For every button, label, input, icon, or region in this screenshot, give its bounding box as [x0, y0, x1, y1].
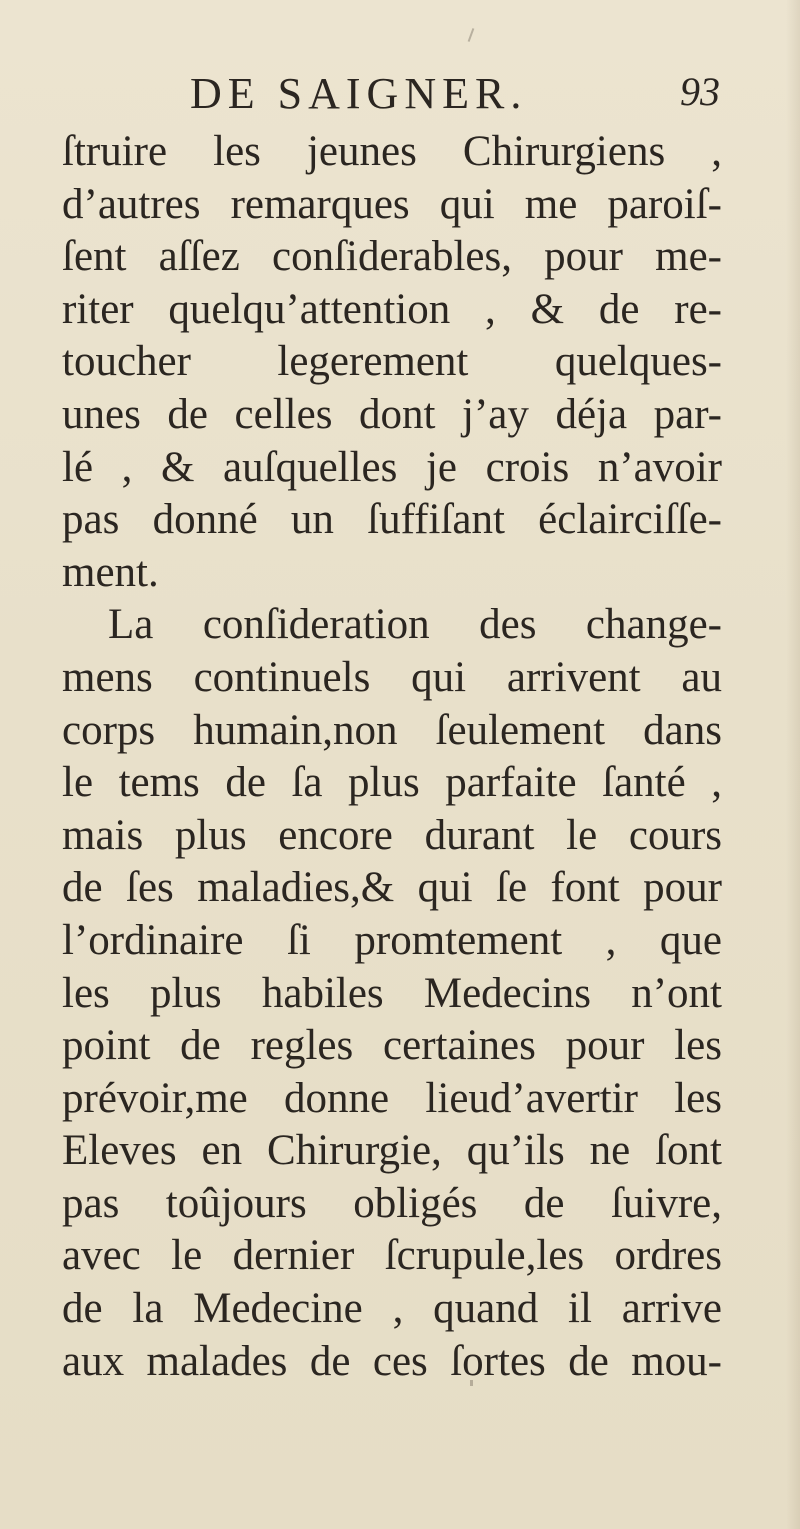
- text-line: mais plus encore durant le cours: [62, 811, 722, 859]
- paper-speck: [470, 1380, 473, 1386]
- page-number: 93: [680, 69, 720, 114]
- text-line: de ſes maladies,& qui ſe font pour: [62, 864, 722, 912]
- text-line: toucher legerement quelques-: [62, 338, 722, 386]
- text-line: pas donné un ſuffiſant éclairciſſe-: [62, 496, 722, 544]
- text-line: aux malades de ces ſortes de mou-: [62, 1337, 722, 1385]
- page-edge-shadow: [786, 0, 800, 1529]
- text-line: ment.: [62, 548, 159, 596]
- text-line: mens continuels qui arrivent au: [62, 653, 722, 701]
- paragraph-first-line: La conſideration des change-: [108, 601, 722, 649]
- text-line: le tems de ſa plus parfaite ſanté ,: [62, 759, 722, 807]
- text-line: ſent aſſez conſiderables, pour me-: [62, 233, 722, 281]
- paper-speck: [468, 28, 475, 42]
- running-head: [190, 68, 720, 128]
- text-line: les plus habiles Medecins n’ont: [62, 969, 722, 1017]
- text-line: avec le dernier ſcrupule,les ordres: [62, 1232, 722, 1280]
- text-line: corps humain,non ſeulement dans: [62, 706, 722, 754]
- text-line: Eleves en Chirurgie, qu’ils ne ſont: [62, 1127, 722, 1175]
- text-line: prévoir,me donne lieud’avertir les: [62, 1074, 722, 1122]
- running-title: DE SAIGNER.: [190, 69, 528, 118]
- text-line: pas toûjours obligés de ſuivre,: [62, 1179, 722, 1227]
- text-line: de la Medecine , quand il arrive: [62, 1285, 722, 1333]
- text-line: point de regles certaines pour les: [62, 1022, 722, 1070]
- text-line: ſtruire les jeunes Chirurgiens ,: [62, 128, 722, 175]
- text-line: d’autres remarques qui me paroiſ-: [62, 180, 722, 228]
- text-line: riter quelqu’attention , & de re-: [62, 285, 722, 333]
- body-text: [62, 126, 722, 1388]
- text-line: l’ordinaire ſi promtement , que: [62, 916, 722, 964]
- text-line: unes de celles dont j’ay déja par-: [62, 390, 722, 438]
- text-line: lé , & auſquelles je crois n’avoir: [62, 443, 722, 491]
